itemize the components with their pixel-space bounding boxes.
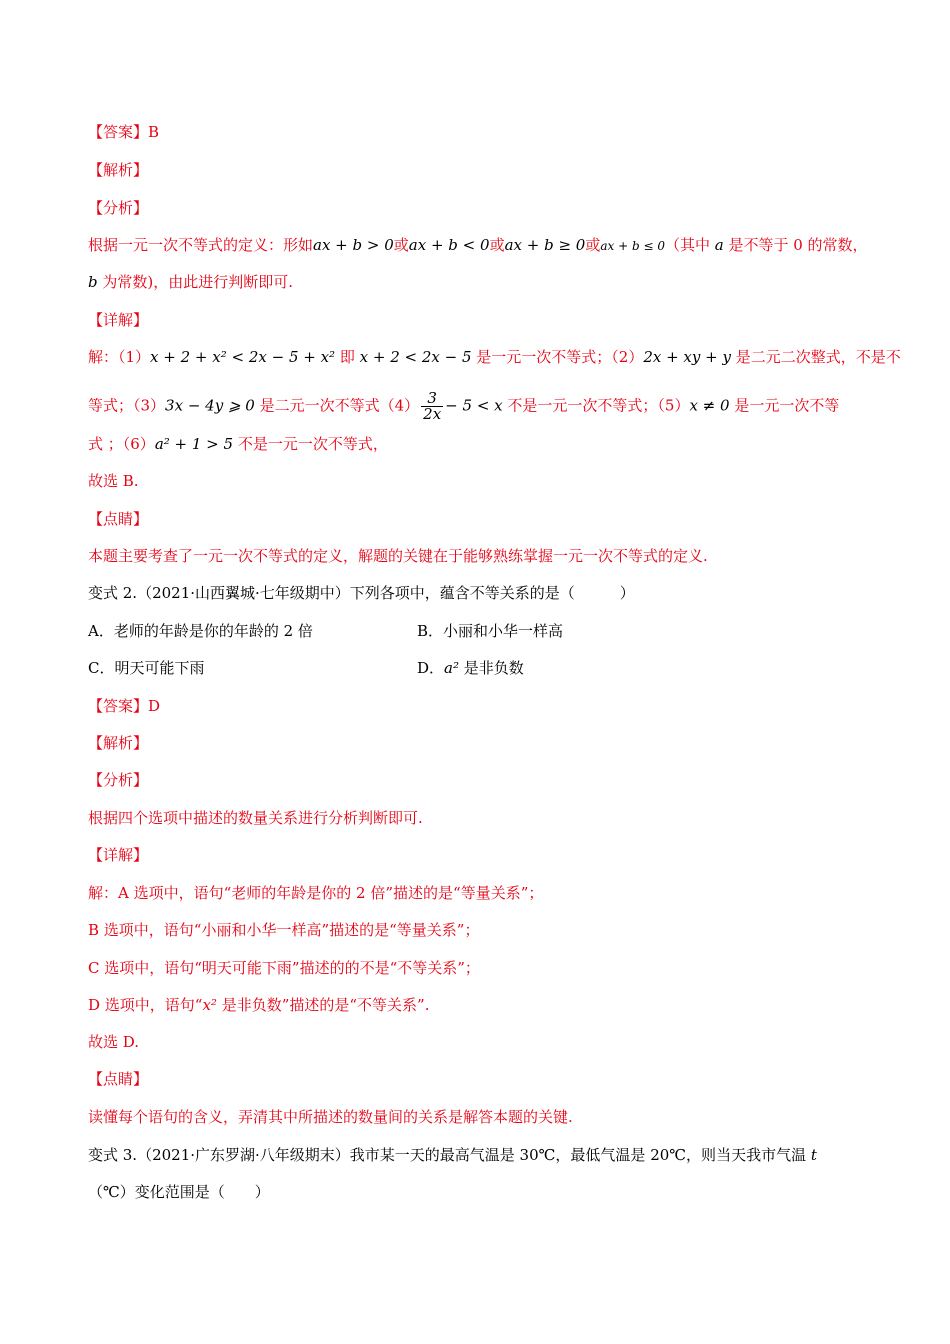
q2-option-d: D．a² 是非负数	[417, 659, 524, 677]
math-expr: 3x − 4y ⩾ 0	[165, 396, 255, 415]
q1-xiangjie-heading: 【详解】	[88, 311, 149, 329]
math-var: t	[810, 1146, 817, 1164]
q2-xiangjie-heading: 【详解】	[88, 846, 149, 864]
q2-dianjing-text: 读懂每个语句的含义，弄清其中所描述的数量间的关系是解答本题的关键.	[88, 1108, 573, 1126]
q2-analysis: 根据四个选项中描述的数量关系进行分析判断即可.	[88, 809, 423, 827]
q2-stem: 变式 2.（2021·山西翼城·七年级期中）下列各项中，蕴含不等关系的是（ ）	[88, 584, 635, 602]
math-expr: ax + b > 0	[313, 236, 394, 254]
q1-detail-line2: 等式；（3）3x − 4y ⩾ 0 是二元一次不等式（4） $\frac{3}{2x}$ − 5 < x 不是一元一次不等式；（5）x ≠ 0 是一元一次不等	[88, 389, 840, 423]
q2-option-c: C．明天可能下雨	[88, 659, 205, 677]
q2-option-b: B．小丽和小华一样高	[417, 622, 564, 640]
math-expr: a²	[444, 659, 459, 677]
math-expr: x²	[202, 996, 217, 1014]
q1-fenxi-heading: 【分析】	[88, 199, 149, 217]
math-expr: − 5 < x	[445, 396, 503, 415]
q1-jiexi-heading: 【解析】	[88, 161, 149, 179]
q2-jiexi-heading: 【解析】	[88, 734, 149, 752]
q3-stem-line1: 变式 3.（2021·广东罗湖·八年级期末）我市某一天的最高气温是 30℃，最低气温是 20℃，则当天我市气温 t	[88, 1146, 817, 1164]
q2-answer: 【答案】D	[88, 697, 161, 715]
math-expr: ax + b < 0	[408, 236, 490, 254]
math-var: b	[88, 273, 98, 291]
math-expr: ax + b ≤ 0	[600, 239, 665, 253]
fraction: $\frac{3}{2x}$	[423, 389, 442, 423]
q1-detail-line3: 式 ；（6）a² + 1 > 5 不是一元一次不等式，	[88, 435, 388, 453]
q2-fenxi-heading: 【分析】	[88, 771, 149, 789]
math-var: a	[714, 236, 724, 254]
q1-detail-line1: 解：（1）x + 2 + x² < 2x − 5 + x² 即 x + 2 < 2x − 5 是一元一次不等式；（2）2x + xy + y 是二元二次整式，不是不	[88, 348, 901, 366]
q2-option-a: A．老师的年龄是你的年龄的 2 倍	[88, 622, 313, 640]
q1-choose: 故选 B.	[88, 472, 139, 490]
q2-detail-line1: 解：A 选项中，语句“老师的年龄是你的 2 倍”描述的是“等量关系”；	[88, 884, 544, 902]
q1-dianjing-heading: 【点睛】	[88, 510, 149, 528]
math-expr: x ≠ 0	[689, 396, 730, 415]
math-expr: x + 2 < 2x − 5	[359, 348, 472, 366]
q1-answer: 【答案】B	[88, 123, 160, 141]
q2-choose: 故选 D.	[88, 1033, 140, 1051]
math-expr: 2x + xy + y	[643, 348, 731, 366]
q1-analysis-line2: b 为常数)，由此进行判断即可.	[88, 273, 293, 291]
q1-analysis-line1: 根据一元一次不等式的定义：形如ax + b > 0或ax + b < 0或ax + b ≥ 0或ax + b ≤ 0（其中 a 是不等于 0 的常数，	[88, 236, 868, 254]
q1-dianjing-text: 本题主要考查了一元一次不等式的定义，解题的关键在于能够熟练掌握一元一次不等式的定义.	[88, 547, 708, 565]
q2-detail-line2: B 选项中，语句“小丽和小华一样高”描述的是“等量关系”；	[88, 921, 480, 939]
q2-dianjing-heading: 【点睛】	[88, 1070, 149, 1088]
math-expr: x + 2 + x² < 2x − 5 + x²	[150, 348, 336, 366]
q2-detail-line3: C 选项中，语句“明天可能下雨”描述的的不是“不等关系”；	[88, 959, 480, 977]
q3-stem-line2: （℃）变化范围是（ ）	[88, 1183, 270, 1201]
math-expr: ax + b ≥ 0	[504, 236, 586, 254]
math-expr: a² + 1 > 5	[154, 435, 234, 453]
q2-detail-line4: D 选项中，语句“x² 是非负数”描述的是“不等关系”.	[88, 996, 430, 1014]
